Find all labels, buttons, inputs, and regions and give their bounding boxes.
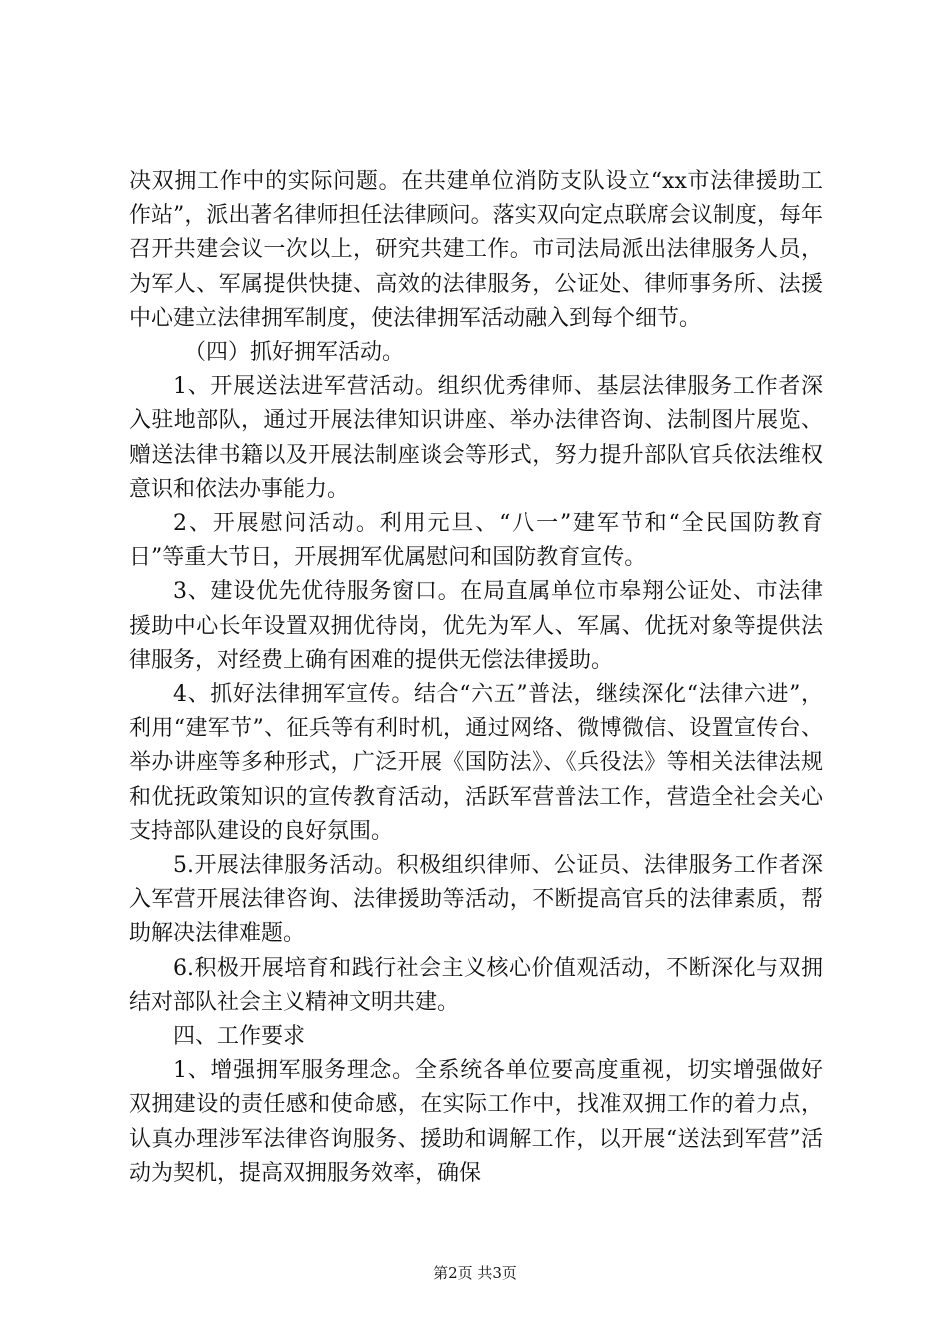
- paragraph-item-6: 6.积极开展培育和践行社会主义核心价值观活动，不断深化与双拥结对部队社会主义精神文明共建。: [129, 955, 823, 1015]
- page-number-footer: 第2页 共3页: [433, 1264, 517, 1282]
- paragraph-item-5: 5.开展法律服务活动。积极组织律师、公证员、法律服务工作者深入军营开展法律咨询、法律援助等活动，不断提高官兵的法律素质，帮助解决法律难题。: [129, 853, 823, 947]
- paragraph-item-3: 3、建设优先优待服务窗口。在局直属单位市皋翔公证处、市法律援助中心长年设置双拥优待岗，优先为军人、军属、优抚对象等提供法律服务，对经费上确有困难的提供无偿法律援助。: [129, 579, 823, 673]
- paragraph-item-4: 4、抓好法律拥军宣传。结合“六五”普法，继续深化“法律六进”，利用“建军节”、征兵等有利时机，通过网络、微博微信、设置宣传台、举办讲座等多种形式，广泛开展《国防法》、《兵役法》等相关法律法规和优抚政策知识的宣传教育活动，活跃军营普法工作，营造全社会关心支持部队建设的良好氛围。: [129, 682, 823, 844]
- section-heading-requirements: 四、工作要求: [173, 1024, 306, 1050]
- paragraph-requirement-1: 1、增强拥军服务理念。全系统各单位要高度重视，切实增强做好双拥建设的责任感和使命感，在实际工作中，找准双拥工作的着力点，认真办理涉军法律咨询服务、援助和调解工作，以开展“送法到军营”活动为契机，提高双拥服务效率，确保: [129, 1058, 823, 1186]
- document-body: [129, 165, 823, 1191]
- paragraph-continuation: 决双拥工作中的实际问题。在共建单位消防支队设立“xx市法律援助工作站”，派出著名律师担任法律顾问。落实双向定点联席会议制度，每年召开共建会议一次以上，研究共建工作。市司法局派出法律服务人员，为军人、军属提供快捷、高效的法律服务，公证处、律师事务所、法援中心建立法律拥军制度，使法律拥军活动融入到每个细节。: [129, 169, 823, 331]
- paragraph-item-1: 1、开展送法进军营活动。组织优秀律师、基层法律服务工作者深入驻地部队，通过开展法律知识讲座、举办法律咨询、法制图片展览、赠送法律书籍以及开展法制座谈会等形式，努力提升部队官兵依法维权意识和依法办事能力。: [129, 374, 823, 502]
- paragraph-item-2: 2、开展慰问活动。利用元旦、“八一”建军节和“全民国防教育日”等重大节日，开展拥军优属慰问和国防教育宣传。: [129, 511, 823, 571]
- section-heading-four: （四）抓好拥军活动。: [184, 340, 405, 366]
